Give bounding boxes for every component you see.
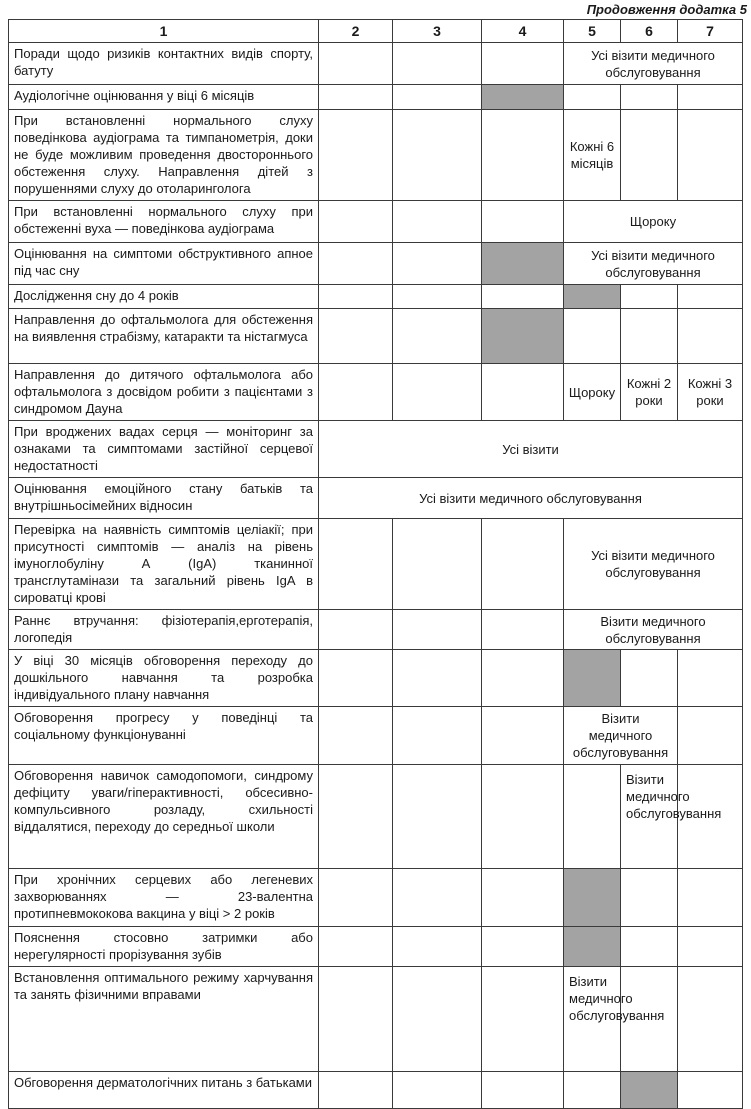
empty-cell — [482, 610, 564, 650]
table-row — [9, 650, 743, 707]
empty-cell — [621, 650, 678, 707]
empty-cell — [393, 650, 482, 707]
row-description: Пояснення стосовно затримки або нерегулярності прорізування зубів — [9, 927, 319, 967]
empty-cell — [319, 110, 393, 201]
empty-cell — [482, 967, 564, 1072]
shaded-cell — [564, 285, 621, 309]
row-description: Обговорення прогресу у поведінці та соціальному функціонуванні — [9, 707, 319, 765]
schedule-note: Візити медичного обслуговування — [621, 765, 678, 869]
shaded-cell — [482, 243, 564, 285]
table-row — [9, 478, 743, 519]
table-row — [9, 309, 743, 364]
schedule-table — [8, 19, 743, 1109]
empty-cell — [393, 243, 482, 285]
table-row — [9, 927, 743, 967]
empty-cell — [564, 765, 621, 869]
table-row — [9, 285, 743, 309]
row-description: Дослідження сну до 4 років — [9, 285, 319, 309]
table-row — [9, 201, 743, 243]
empty-cell — [678, 309, 743, 364]
empty-cell — [319, 43, 393, 85]
empty-cell — [482, 364, 564, 421]
empty-cell — [621, 110, 678, 201]
col-header-2: 2 — [319, 20, 393, 43]
empty-cell — [319, 765, 393, 869]
empty-cell — [482, 110, 564, 201]
empty-cell — [393, 967, 482, 1072]
empty-cell — [319, 285, 393, 309]
empty-cell — [393, 309, 482, 364]
table-row — [9, 765, 743, 869]
col-header-6: 6 — [621, 20, 678, 43]
schedule-note: Кожні 6 місяців — [564, 110, 621, 201]
table-row — [9, 519, 743, 610]
empty-cell — [482, 519, 564, 610]
table-row — [9, 43, 743, 85]
row-description: Оцінювання на симптоми обструктивного апное під час сну — [9, 243, 319, 285]
row-description: Аудіологічне оцінювання у віці 6 місяців — [9, 85, 319, 110]
empty-cell — [564, 85, 621, 110]
empty-cell — [678, 285, 743, 309]
row-description: Обговорення дерматологічних питань з батьками — [9, 1072, 319, 1109]
row-description: Направлення до дитячого офтальмолога або офтальмолога з досвідом робити з пацієнтами з синдромом Дауна — [9, 364, 319, 421]
empty-cell — [319, 610, 393, 650]
empty-cell — [678, 85, 743, 110]
table-row — [9, 364, 743, 421]
shaded-cell — [482, 85, 564, 110]
row-description: При встановленні нормального слуху при обстеженні вуха — поведінкова аудіограма — [9, 201, 319, 243]
table-row — [9, 610, 743, 650]
table-row — [9, 243, 743, 285]
empty-cell — [482, 650, 564, 707]
row-description: У віці 30 місяців обговорення переходу до дошкільного навчання та розробка індивідуального плану навчання — [9, 650, 319, 707]
schedule-note: Візити медичного обслуговування — [564, 707, 678, 765]
schedule-note: Кожні 2 роки — [621, 364, 678, 421]
empty-cell — [482, 1072, 564, 1109]
empty-cell — [319, 364, 393, 421]
schedule-note: Усі візити медичного обслуговування — [564, 519, 743, 610]
row-description: Перевірка на наявність симптомів целіакії; при присутності симптомів — аналіз на рівень імуноглобуліну А (IgA) тканинної трансглутамінази та загальний рівень IgA в сироватці крові — [9, 519, 319, 610]
shaded-cell — [482, 309, 564, 364]
empty-cell — [393, 85, 482, 110]
shaded-cell — [564, 869, 621, 927]
empty-cell — [319, 519, 393, 610]
table-row — [9, 1072, 743, 1109]
empty-cell — [319, 650, 393, 707]
empty-cell — [621, 869, 678, 927]
empty-cell — [482, 927, 564, 967]
shaded-cell — [564, 927, 621, 967]
empty-cell — [621, 309, 678, 364]
schedule-note: Усі візити медичного обслуговування — [564, 43, 743, 85]
row-description: При встановленні нормального слуху поведінкова аудіограма та тимпанометрія, доки не буде можливим проведення двостороннього обстеження слуху. Направлення дітей з порушеннями слуху до отоларинголога — [9, 110, 319, 201]
empty-cell — [564, 309, 621, 364]
empty-cell — [393, 43, 482, 85]
col-header-7: 7 — [678, 20, 743, 43]
empty-cell — [678, 967, 743, 1072]
empty-cell — [393, 285, 482, 309]
row-description: При хронічних серцевих або легеневих захворюваннях — 23-валентна протипневмококова вакцина у віці > 2 років — [9, 869, 319, 927]
row-description: Поради щодо ризиків контактних видів спорту, батуту — [9, 43, 319, 85]
empty-cell — [482, 765, 564, 869]
schedule-note: Усі візити медичного обслуговування — [319, 478, 743, 519]
empty-cell — [678, 650, 743, 707]
empty-cell — [482, 285, 564, 309]
empty-cell — [482, 201, 564, 243]
empty-cell — [482, 43, 564, 85]
table-row — [9, 869, 743, 927]
schedule-note: Усі візити — [319, 421, 743, 478]
empty-cell — [393, 927, 482, 967]
empty-cell — [319, 85, 393, 110]
empty-cell — [393, 519, 482, 610]
empty-cell — [678, 1072, 743, 1109]
empty-cell — [678, 927, 743, 967]
empty-cell — [621, 927, 678, 967]
empty-cell — [621, 285, 678, 309]
table-row — [9, 967, 743, 1072]
schedule-note: Щороку — [564, 364, 621, 421]
empty-cell — [319, 1072, 393, 1109]
row-description: Оцінювання емоційного стану батьків та внутрішньосімейних відносин — [9, 478, 319, 519]
empty-cell — [482, 869, 564, 927]
schedule-note: Візити медичного обслуговування — [564, 967, 621, 1072]
row-description: При вроджених вадах серця — моніторинг за ознаками та симптомами застійної серцевої недостатності — [9, 421, 319, 478]
empty-cell — [678, 869, 743, 927]
empty-cell — [393, 869, 482, 927]
row-description: Обговорення навичок самодопомоги, синдрому дефіциту уваги/гіперактивності, обсесивно-компульсивного розладу, схильності віддалятися, переходу до середньої школи — [9, 765, 319, 869]
table-row — [9, 110, 743, 201]
empty-cell — [678, 707, 743, 765]
schedule-note: Усі візити медичного обслуговування — [564, 243, 743, 285]
empty-cell — [319, 869, 393, 927]
empty-cell — [319, 707, 393, 765]
row-description: Направлення до офтальмолога для обстеження на виявлення страбізму, катаракти та ністагмуса — [9, 309, 319, 364]
row-description: Встановлення оптимального режиму харчування та занять фізичними вправами — [9, 967, 319, 1072]
empty-cell — [319, 967, 393, 1072]
header-row — [9, 20, 743, 43]
empty-cell — [393, 110, 482, 201]
empty-cell — [393, 707, 482, 765]
empty-cell — [564, 1072, 621, 1109]
schedule-note: Візити медичного обслуговування — [564, 610, 743, 650]
table-row — [9, 707, 743, 765]
empty-cell — [393, 765, 482, 869]
row-description: Раннє втручання: фізіотерапія,ерготерапія, логопедія — [9, 610, 319, 650]
shaded-cell — [621, 1072, 678, 1109]
empty-cell — [482, 707, 564, 765]
empty-cell — [319, 201, 393, 243]
empty-cell — [621, 85, 678, 110]
table-row — [9, 85, 743, 110]
schedule-note: Кожні 3 роки — [678, 364, 743, 421]
empty-cell — [393, 201, 482, 243]
empty-cell — [319, 309, 393, 364]
col-header-4: 4 — [482, 20, 564, 43]
empty-cell — [393, 364, 482, 421]
table-row — [9, 421, 743, 478]
col-header-5: 5 — [564, 20, 621, 43]
shaded-cell — [564, 650, 621, 707]
col-header-1: 1 — [9, 20, 319, 43]
col-header-3: 3 — [393, 20, 482, 43]
schedule-note: Щороку — [564, 201, 743, 243]
empty-cell — [393, 610, 482, 650]
empty-cell — [319, 927, 393, 967]
empty-cell — [393, 1072, 482, 1109]
table-caption: Продовження додатка 5 — [586, 2, 747, 17]
empty-cell — [678, 110, 743, 201]
empty-cell — [319, 243, 393, 285]
